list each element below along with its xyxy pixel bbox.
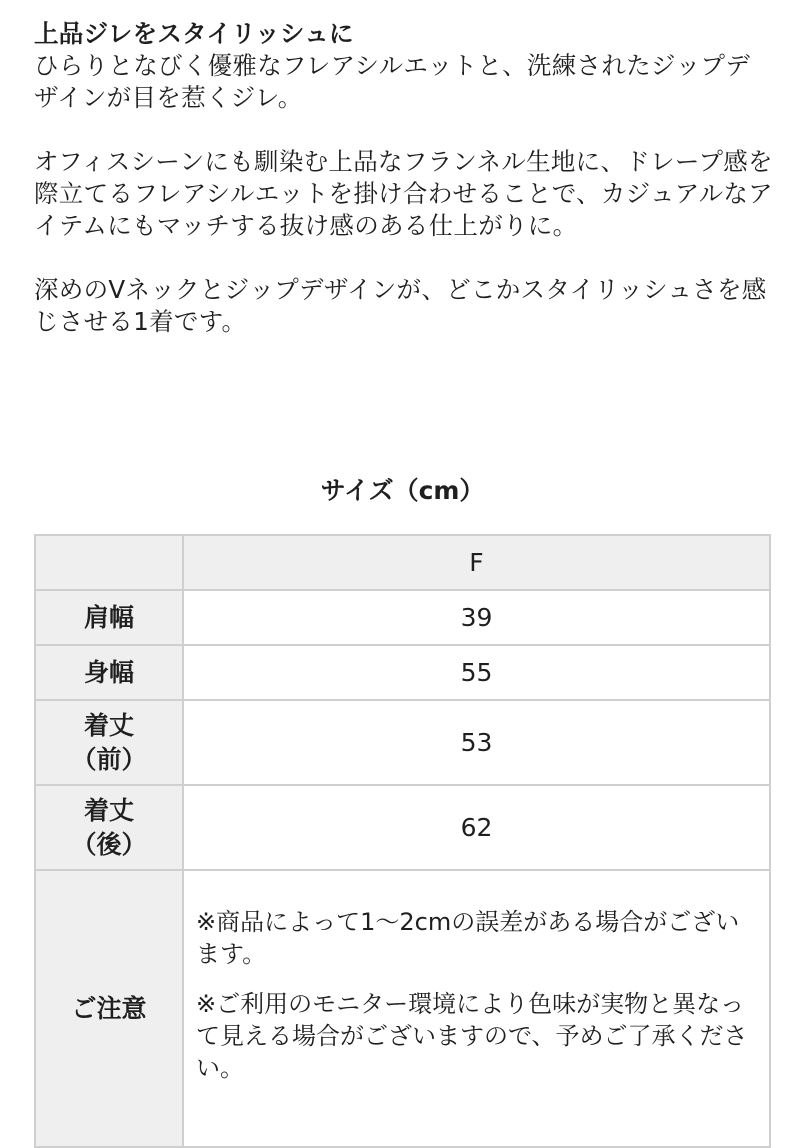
table-row xyxy=(35,645,770,700)
row-value: 55 xyxy=(183,645,770,700)
size-column-header: F xyxy=(183,535,770,590)
description-paragraph: 深めのVネックとジップデザインが、どこかスタイリッシュさを感じさせる1着です。 xyxy=(34,275,767,336)
note-text: ※商品によって1〜2cmの誤差がある場合がございます。 xyxy=(196,908,740,968)
notes-cell xyxy=(183,870,770,1147)
table-row xyxy=(35,700,770,785)
table-corner-cell xyxy=(35,535,183,590)
description-headline: 上品ジレをスタイリッシュに xyxy=(34,19,354,48)
table-row xyxy=(35,785,770,870)
row-value: 53 xyxy=(183,700,770,785)
row-value: 39 xyxy=(183,590,770,645)
notes-label: ご注意 xyxy=(35,870,183,1147)
row-label-cell xyxy=(35,700,183,785)
row-label: 着丈（前） xyxy=(71,710,147,774)
note-text: ※ご利用のモニター環境により色味が実物と異なって見える場合がございますので、予めご了承ください。 xyxy=(196,990,748,1082)
row-value: 62 xyxy=(183,785,770,870)
table-row xyxy=(35,870,770,1147)
row-label-cell xyxy=(35,785,183,870)
table-row xyxy=(35,590,770,645)
row-label: 着丈（後） xyxy=(71,795,147,859)
size-table-title: サイズ（cm） xyxy=(320,476,485,505)
product-description xyxy=(34,18,774,370)
description-paragraph: オフィスシーンにも馴染む上品なフランネル生地に、ドレープ感を際立てるフレアシルエットを掛け合わせることで、カジュアルなアイテムにもマッチする抜け感のある仕上がりに。 xyxy=(34,147,773,240)
size-table xyxy=(34,534,771,1148)
row-label: 肩幅 xyxy=(35,590,183,645)
table-header-row xyxy=(35,535,770,590)
description-lead: ひらりとなびく優雅なフレアシルエットと、洗練されたジップデザインが目を惹くジレ。 xyxy=(34,51,751,112)
row-label: 身幅 xyxy=(35,645,183,700)
